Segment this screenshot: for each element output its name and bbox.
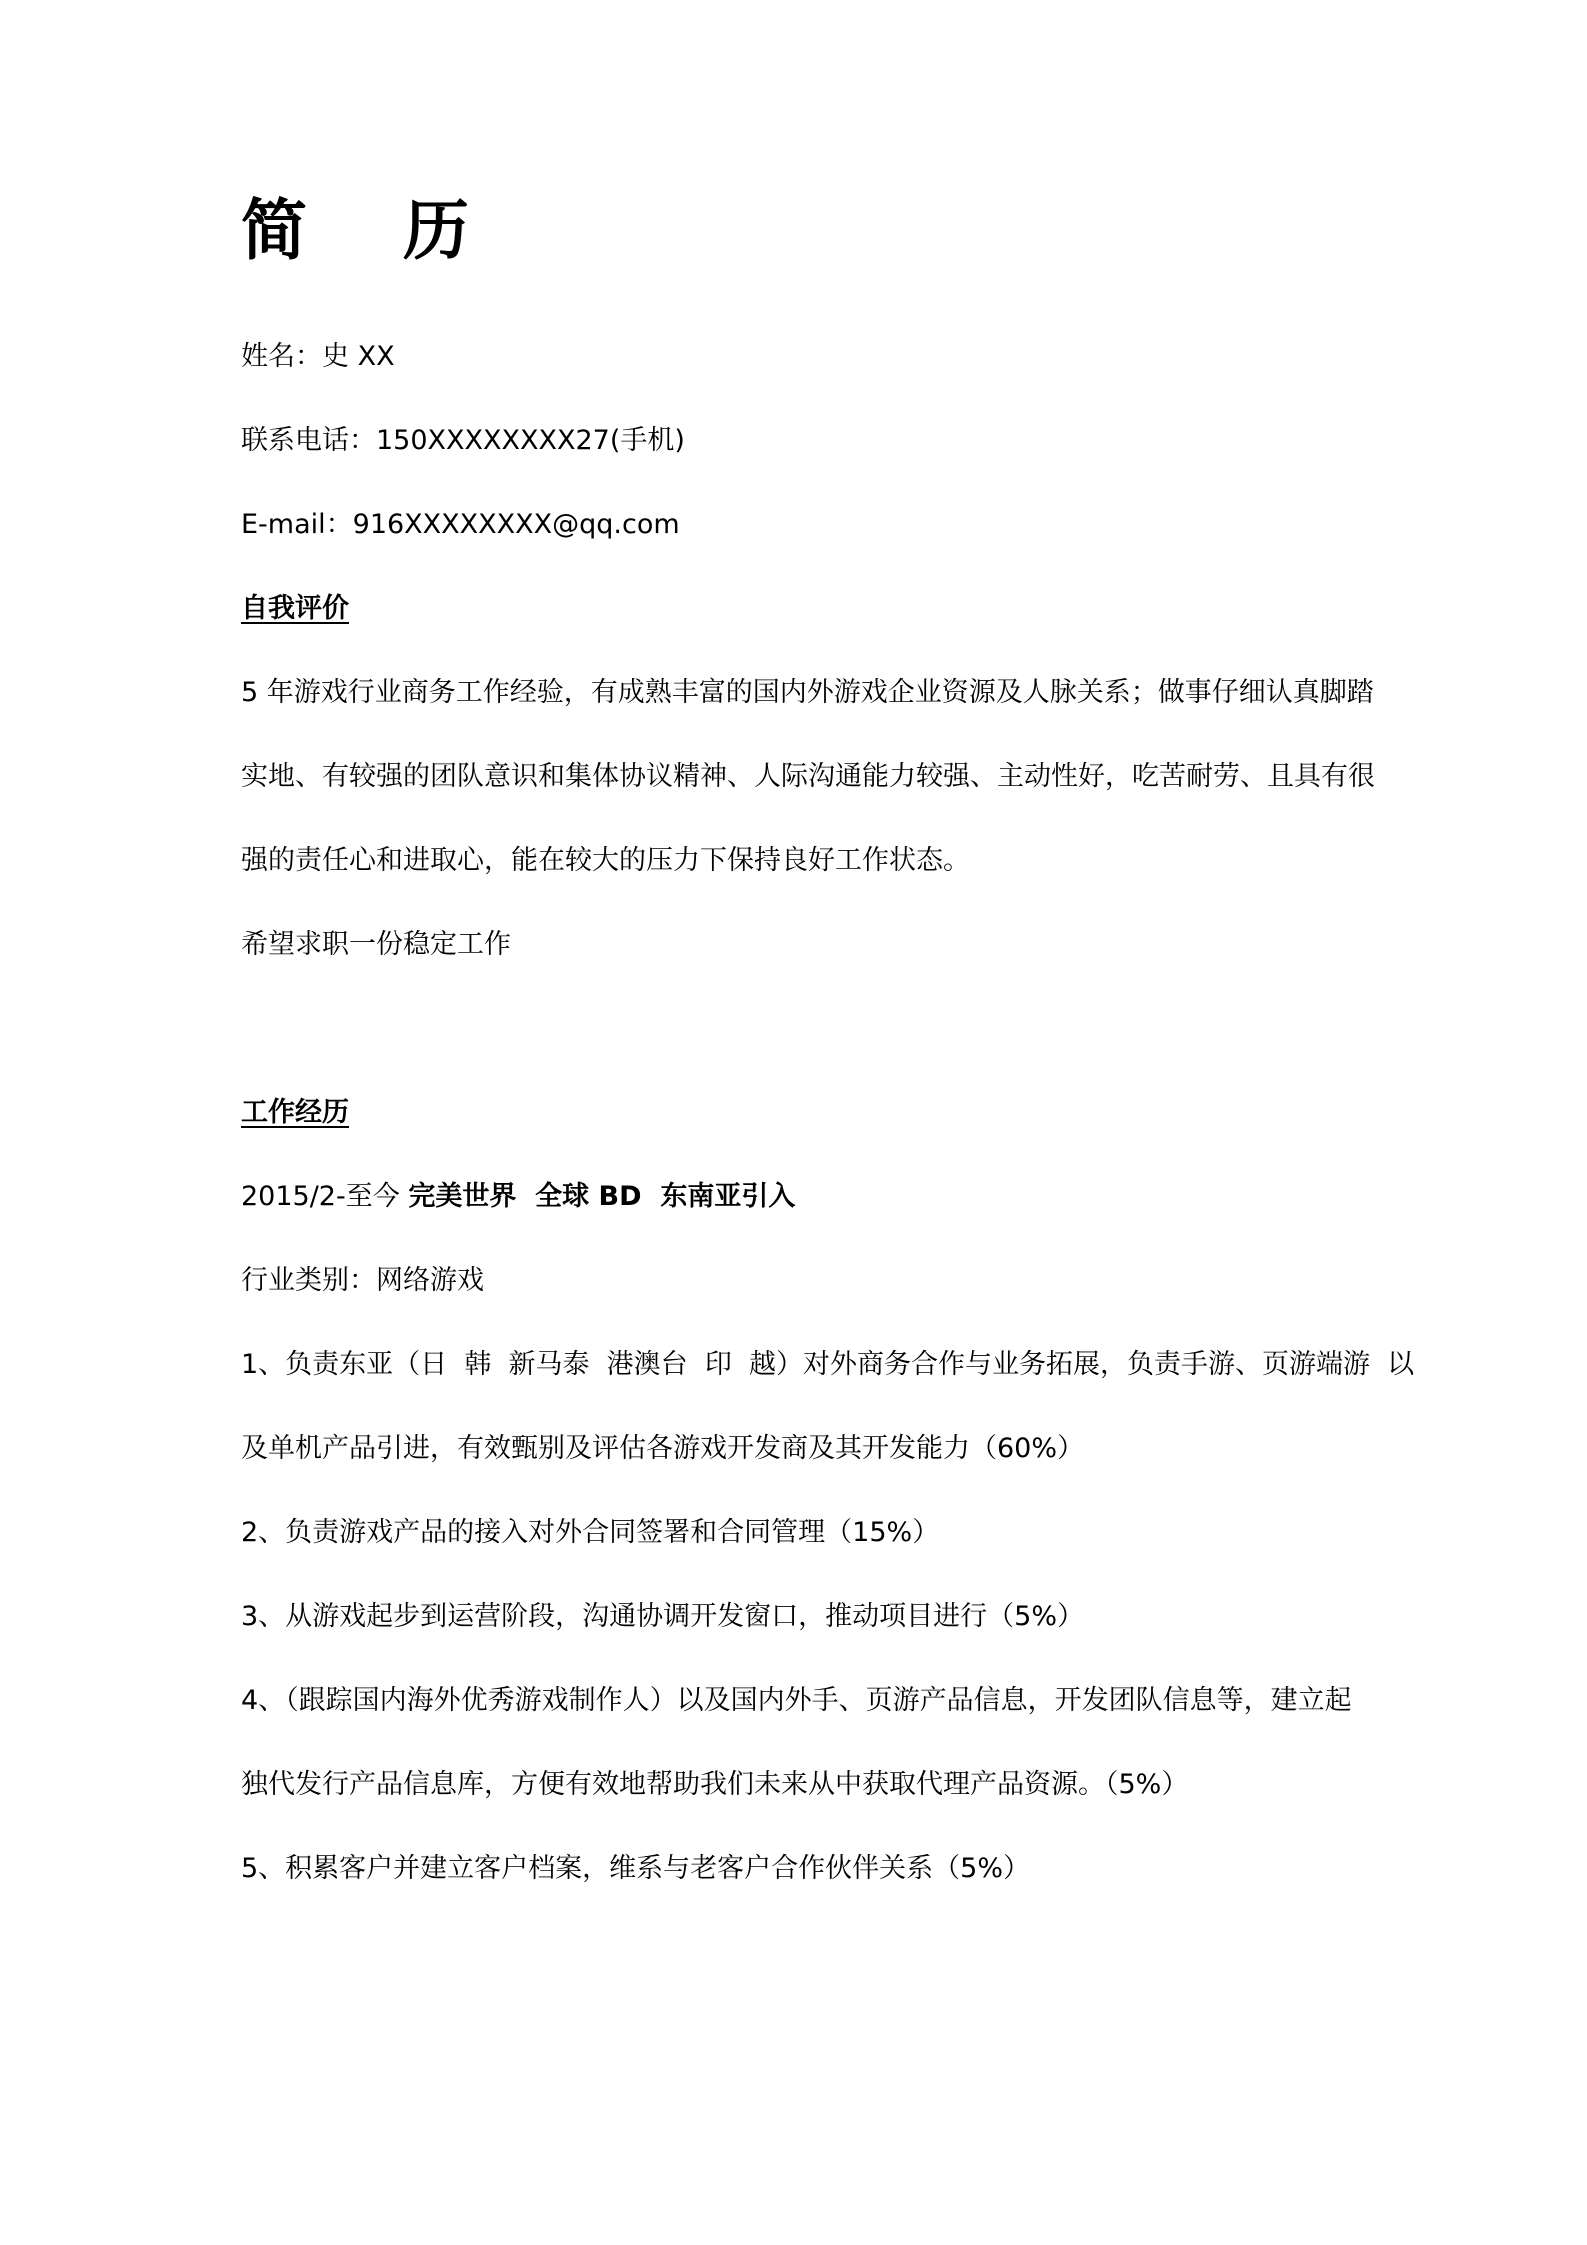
self-evaluation-line-3: 强的责任心和进取心，能在较大的压力下保持良好工作状态。 (241, 845, 970, 876)
job-entry (241, 1177, 795, 1217)
self-evaluation-line-2: 实地、有较强的团队意识和集体协议精神、人际沟通能力较强、主动性好，吃苦耐劳、且具有很 (241, 761, 1375, 792)
duty-line-3: 2、负责游戏产品的接入对外合同签署和合同管理（15%） (241, 1517, 940, 1548)
name-line: 姓名：史 XX (241, 341, 395, 372)
duty-line-5: 4、（跟踪国内海外优秀游戏制作人）以及国内外手、页游产品信息，开发团队信息等，建立起 (241, 1685, 1352, 1716)
work-experience-heading: 工作经历 (241, 1097, 349, 1128)
duty-line-2: 及单机产品引进，有效甄别及评估各游戏开发商及其开发能力（60%） (241, 1433, 1085, 1464)
phone-line: 联系电话：150XXXXXXXX27(手机) (241, 425, 685, 456)
job-position: 完美世界 全球 BD 东南亚引入 (408, 1181, 796, 1212)
self-evaluation-heading: 自我评价 (241, 593, 349, 624)
duty-line-1: 1、负责东亚（日 韩 新马泰 港澳台 印 越）对外商务合作与业务拓展，负责手游、页游端游 以 (241, 1349, 1415, 1380)
email-line: E-mail：916XXXXXXXX@qq.com (241, 509, 680, 540)
duty-line-7: 5、积累客户并建立客户档案，维系与老客户合作伙伴关系（5%） (241, 1853, 1031, 1884)
page-title: 简历 (241, 191, 565, 269)
self-evaluation-line-1: 5 年游戏行业商务工作经验，有成熟丰富的国内外游戏企业资源及人脉关系；做事仔细认真脚踏 (241, 677, 1374, 708)
duty-line-6: 独代发行产品信息库，方便有效地帮助我们未来从中获取代理产品资源。（5%） (241, 1769, 1189, 1800)
job-period: 2015/2-至今 (241, 1181, 400, 1212)
duty-line-4: 3、从游戏起步到运营阶段，沟通协调开发窗口，推动项目进行（5%） (241, 1601, 1085, 1632)
industry-line: 行业类别：网络游戏 (241, 1265, 484, 1296)
job-goal: 希望求职一份稳定工作 (241, 929, 511, 960)
